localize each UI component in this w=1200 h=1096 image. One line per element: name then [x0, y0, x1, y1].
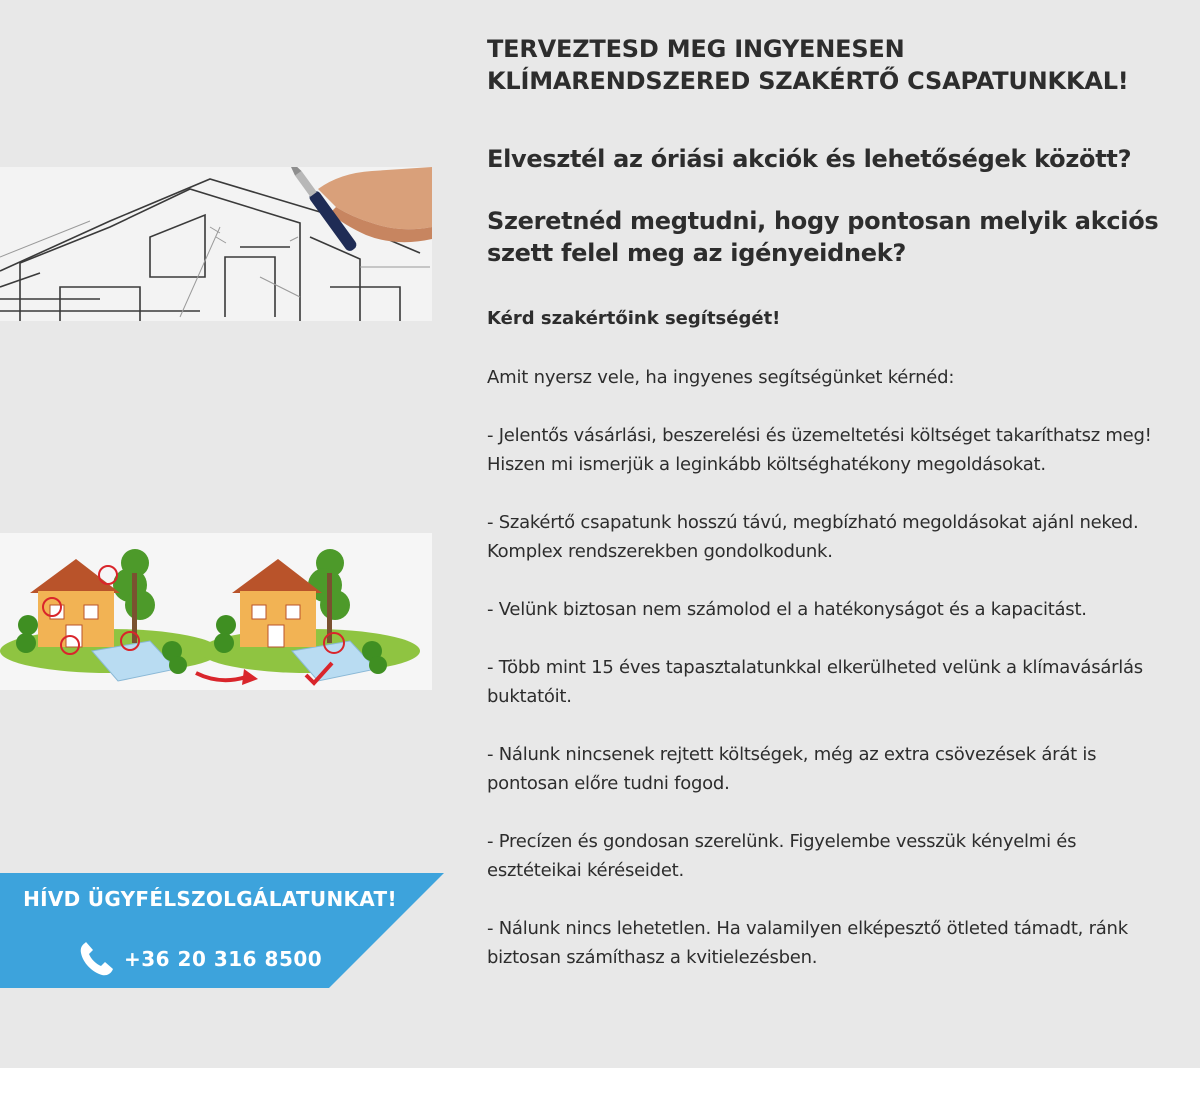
question-lost: Elvesztél az óriási akciók és lehetőségek között?: [487, 145, 1132, 173]
phone-icon: [76, 939, 116, 979]
benefit-item: - Szakértő csapatunk hosszú távú, megbízható megoldásokat ajánl neked. Komplex rendszerekben gondolkodunk.: [487, 512, 1139, 562]
benefit-item: - Nálunk nincsenek rejtett költségek, még az extra csövezések árát is pontosan előre tudni fogod.: [487, 744, 1097, 794]
main-content: [487, 33, 1167, 972]
cta-title: HÍVD ÜGYFÉLSZOLGÁLATUNKAT!: [23, 887, 397, 911]
benefit-list: [487, 421, 1167, 972]
page-footer-space: [0, 1068, 1200, 1096]
benefit-item: - Nálunk nincs lehetetlen. Ha valamilyen elképesztő ötleted támadt, ránk biztosan számíthasz a kvitielezésben.: [487, 918, 1128, 968]
benefit-item: - Jelentős vásárlási, beszerelési és üzemeltetési költséget takaríthatsz meg! Hiszen mi ismerjük a leginkább költséghatékony megoldásokat.: [487, 425, 1152, 475]
lead-text: Kérd szakértőink segítségét!: [487, 308, 781, 329]
call-to-action-banner[interactable]: [0, 873, 444, 988]
cta-phone-link[interactable]: [76, 939, 322, 979]
phone-number[interactable]: +36 20 316 8500: [124, 947, 323, 971]
house-installation-image: [0, 533, 432, 690]
intro-text: Amit nyersz vele, ha ingyenes segítségünket kérnéd:: [487, 367, 955, 388]
page-headline: TERVEZTESD MEG INGYENESEN KLÍMARENDSZERED SZAKÉRTŐ CSAPATUNKKAL!: [487, 35, 1129, 95]
benefit-item: - Velünk biztosan nem számolod el a hatékonyságot és a kapacitást.: [487, 599, 1087, 620]
question-which-set: Szeretnéd megtudni, hogy pontosan melyik akciós szett felel meg az igényeidnek?: [487, 207, 1159, 267]
benefit-item: - Több mint 15 éves tapasztalatunkkal elkerülheted velünk a klímavásárlás buktatóit.: [487, 657, 1143, 707]
benefit-item: - Precízen és gondosan szerelünk. Figyelembe vesszük kényelmi és esztéteikai kéréseidet.: [487, 831, 1077, 881]
blueprint-image: [0, 167, 432, 321]
